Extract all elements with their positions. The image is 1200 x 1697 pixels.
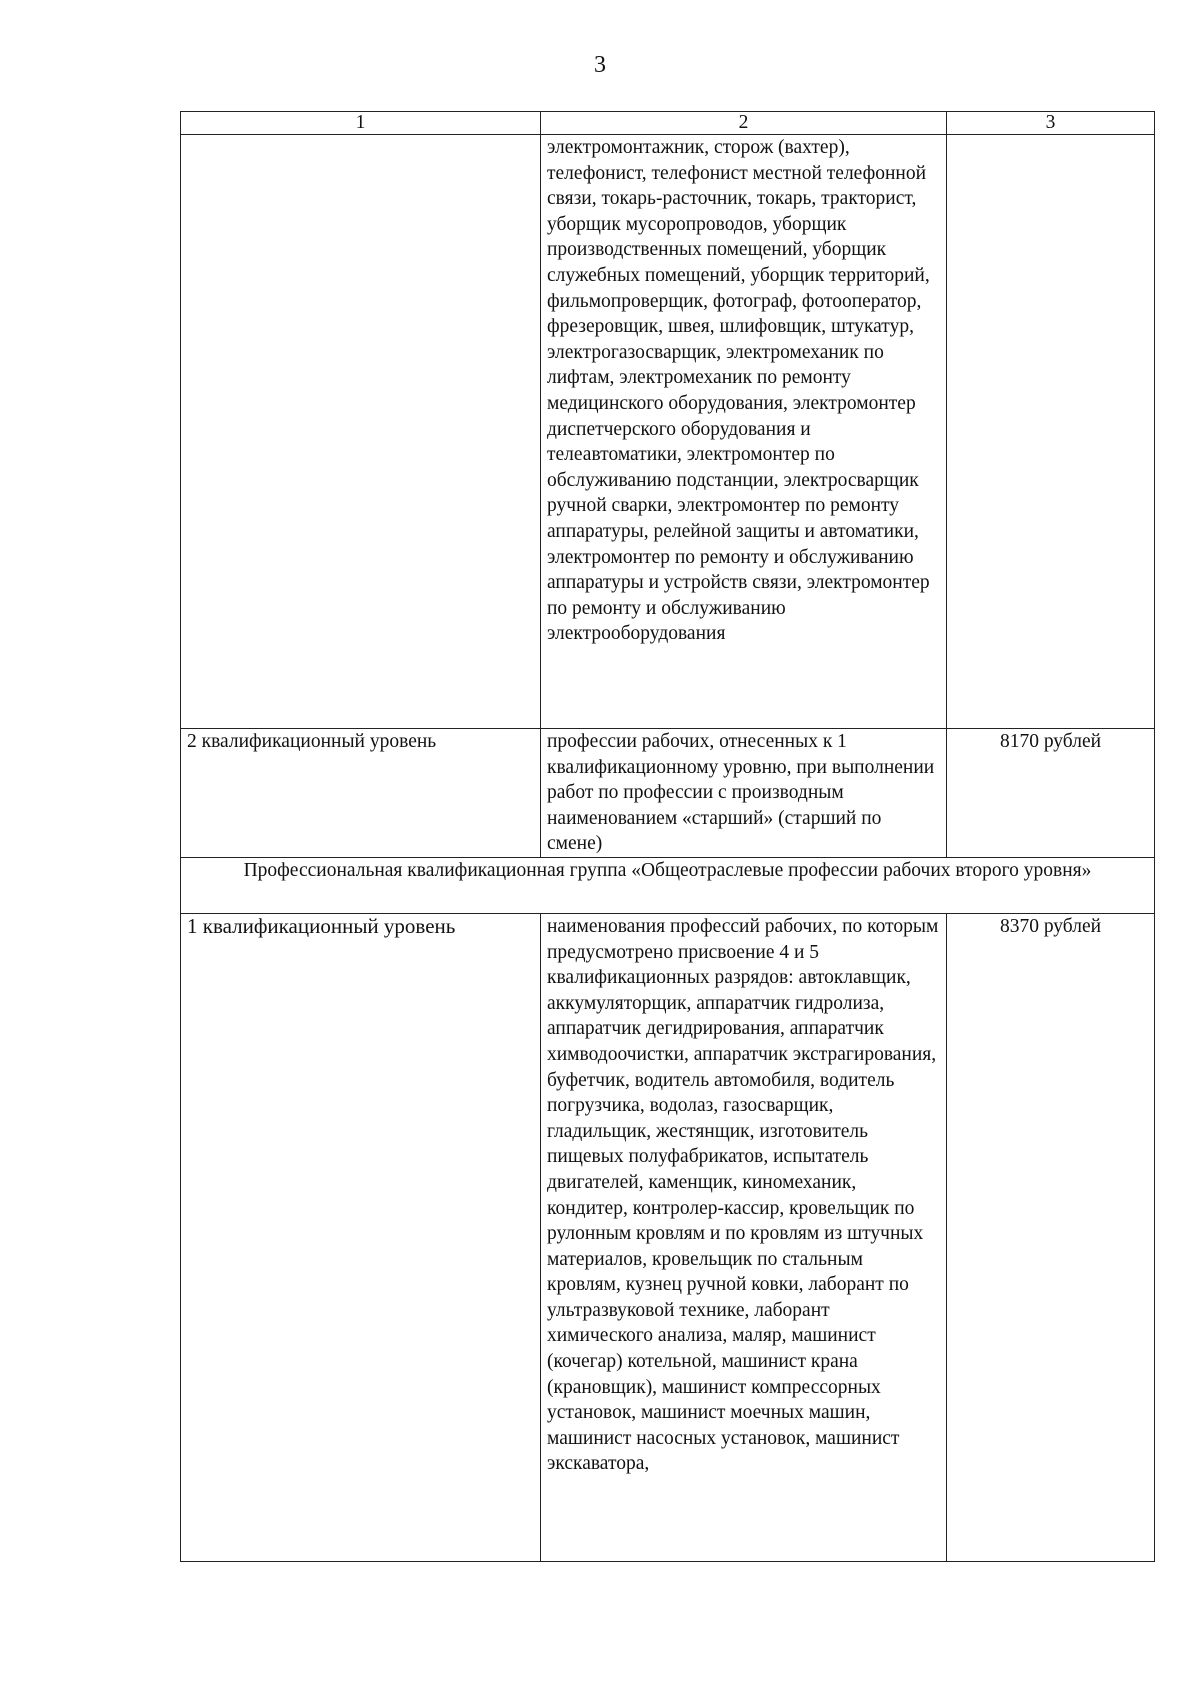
- table-row: [181, 913, 1155, 1561]
- qualification-group-title: Профессиональная квалификационная группа «Общеотраслевые профессии рабочих второго уровня»: [181, 857, 1155, 913]
- salary-table: [180, 111, 1155, 1562]
- column-header-3: 3: [947, 112, 1155, 135]
- column-header-2: 2: [541, 112, 947, 135]
- table-row: [181, 729, 1155, 858]
- professions-list: профессии рабочих, отнесенных к 1 квалификационному уровню, при выполнении работ по профессии с производным наименованием «старший» (старший по смене): [541, 729, 947, 858]
- group-title-row: [181, 857, 1155, 913]
- salary-value: 8370 рублей: [947, 913, 1155, 1561]
- qualification-level: 1 квалификационный уровень: [181, 913, 541, 1561]
- table-header-row: [181, 112, 1155, 135]
- salary-value: [947, 135, 1155, 729]
- qualification-level: 2 квалификационный уровень: [181, 729, 541, 858]
- page-number: 3: [594, 52, 606, 78]
- professions-list: наименования профессий рабочих, по которым предусмотрено присвоение 4 и 5 квалификационных разрядов: автоклавщик, аккумуляторщик, аппаратчик гидролиза, аппаратчик дегидрирования, аппаратчик химводоочистки, аппаратчик экстрагирования, буфетчик, водитель автомобиля, водитель погрузчика, водолаз, газосварщик, гладильщик, жестянщик, изготовитель пищевых полуфабрикатов, испытатель двигателей, каменщик, киномеханик, кондитер, контролер-кассир, кровельщик по рулонным кровлям и по кровлям из штучных материалов, кровельщик по стальным кровлям, кузнец ручной ковки, лаборант по ультразвуковой технике, лаборант химического анализа, маляр, машинист (кочегар) котельной, машинист крана (крановщик), машинист компрессорных установок, машинист моечных машин, машинист насосных установок, машинист экскаватора,: [541, 913, 947, 1561]
- table-row: [181, 135, 1155, 729]
- salary-value: 8170 рублей: [947, 729, 1155, 858]
- column-header-1: 1: [181, 112, 541, 135]
- qualification-level: [181, 135, 541, 729]
- professions-list: электромонтажник, сторож (вахтер), телефонист, телефонист местной телефонной связи, токарь-расточник, токарь, тракторист, уборщик мусоропроводов, уборщик производственных помещений, уборщик служебных помещений, уборщик территорий, фильмопроверщик, фотограф, фотооператор, фрезеровщик, швея, шлифовщик, штукатур, электрогазосварщик, электромеханик по лифтам, электромеханик по ремонту медицинского оборудования, электромонтер диспетчерского оборудования и телеавтоматики, электромонтер по обслуживанию подстанции, электросварщик ручной сварки, электромонтер по ремонту аппаратуры, релейной защиты и автоматики, электромонтер по ремонту и обслуживанию аппаратуры и устройств связи, электромонтер по ремонту и обслуживанию электрооборудования: [541, 135, 947, 729]
